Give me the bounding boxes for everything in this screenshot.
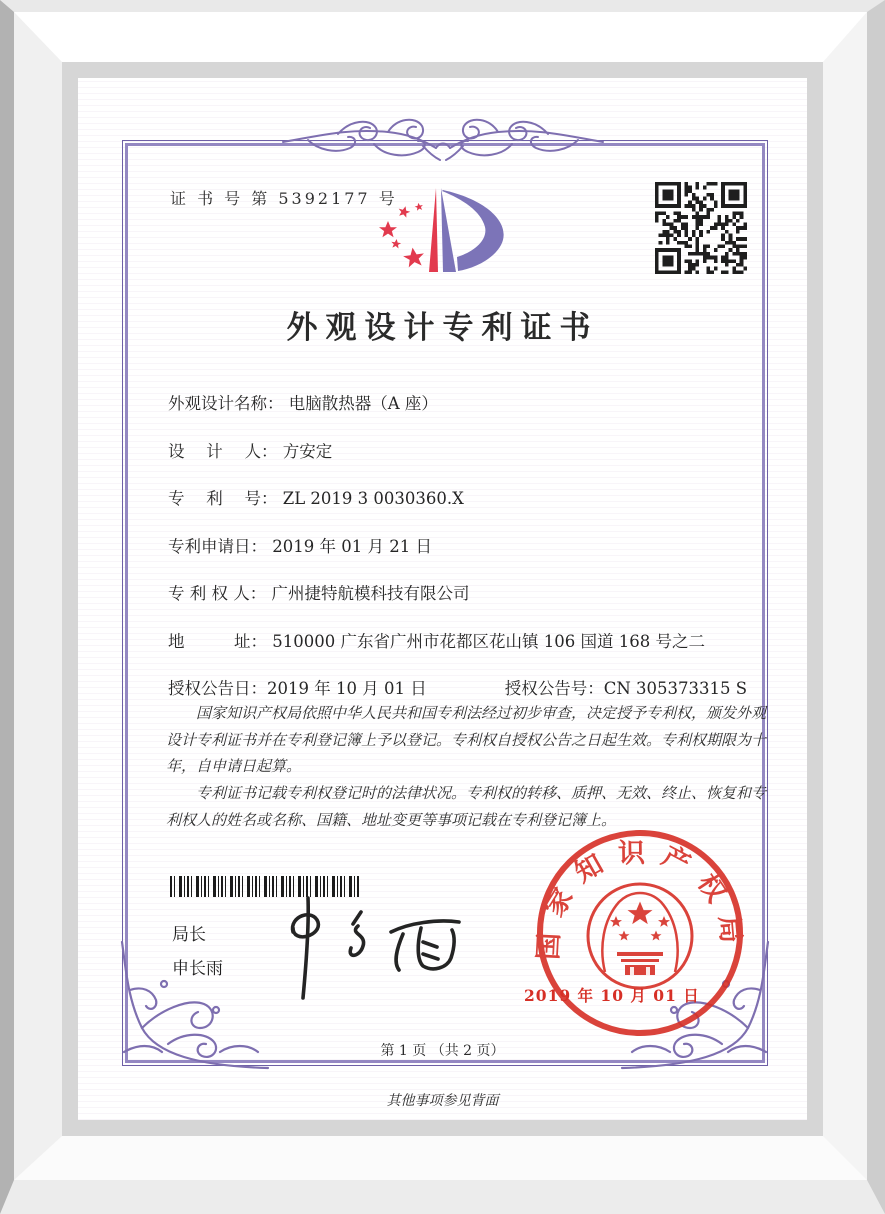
field-value: 电脑散热器（A 座）: [288, 394, 438, 413]
grant-no: CN 305373315 S: [603, 679, 748, 698]
footer-note: 其他事项参见背面: [386, 1093, 499, 1109]
field-label: 专利申请日：: [168, 536, 267, 556]
field-label: 外观设计名称：: [168, 394, 284, 413]
field-filing-date: [168, 533, 768, 581]
seal-date: 2019 年 10 月 01 日: [524, 986, 700, 1005]
certificate-title: 外观设计专利证书: [286, 310, 599, 346]
field-value: ZL 2019 3 0030360.X: [282, 489, 464, 508]
seal-ring-text: 国家知识产权局: [533, 837, 747, 961]
field-design-name: [168, 390, 768, 438]
page-number: 第 1 页 （共 2 页）: [380, 1043, 505, 1059]
officer-name: 申长雨: [172, 959, 223, 979]
grant-no-label: 授权公告号：: [504, 679, 604, 698]
grant-announcement-line: [168, 675, 768, 699]
field-designer: [168, 438, 768, 486]
field-value: 2019 年 01 月 21 日: [272, 536, 432, 556]
field-value: 广州捷特航模科技有限公司: [271, 584, 470, 603]
field-label: 地 址：: [168, 631, 267, 651]
field-label: 设 计 人：: [168, 441, 278, 461]
legal-text: [166, 700, 766, 833]
certificate-paper: [78, 78, 807, 1120]
field-label: 专 利 权 人：: [168, 584, 267, 603]
commissioner-signature: [263, 890, 493, 1010]
officer-block: [172, 918, 223, 986]
legal-paragraph-1: 国家知识产权局依照中华人民共和国专利法经过初步审查，决定授予专利权，颁发外观设计专利证书并在专利登记簿上予以登记。专利权自授权公告之日起生效。专利权期限为十年，自申请日起算。: [166, 704, 767, 776]
official-seal: [533, 826, 747, 1040]
cnipa-logo: [360, 178, 530, 283]
grant-date: 2019 年 10 月 01 日: [267, 679, 427, 698]
field-list: [168, 390, 768, 675]
field-address: [168, 628, 768, 676]
legal-paragraph-2: 专利证书记载专利权登记时的法律状况。专利权的转移、质押、无效、终止、恢复和专利权人的姓名或名称、国籍、地址变更等事项记载在专利登记簿上。: [166, 784, 767, 829]
qr-code: [655, 182, 747, 274]
officer-title: 局长: [172, 925, 206, 945]
top-flourish-ornament: [278, 106, 608, 170]
field-patentee: [168, 580, 768, 628]
field-label: 专 利 号：: [168, 489, 278, 508]
field-value: 方安定: [282, 441, 333, 461]
grant-date-label: 授权公告日：: [168, 679, 267, 698]
certificate-number: 证 书 号 第 5392177 号: [170, 189, 398, 208]
field-patent-number: [168, 485, 768, 533]
field-value: 510000 广东省广州市花都区花山镇 106 国道 168 号之二: [272, 631, 705, 651]
